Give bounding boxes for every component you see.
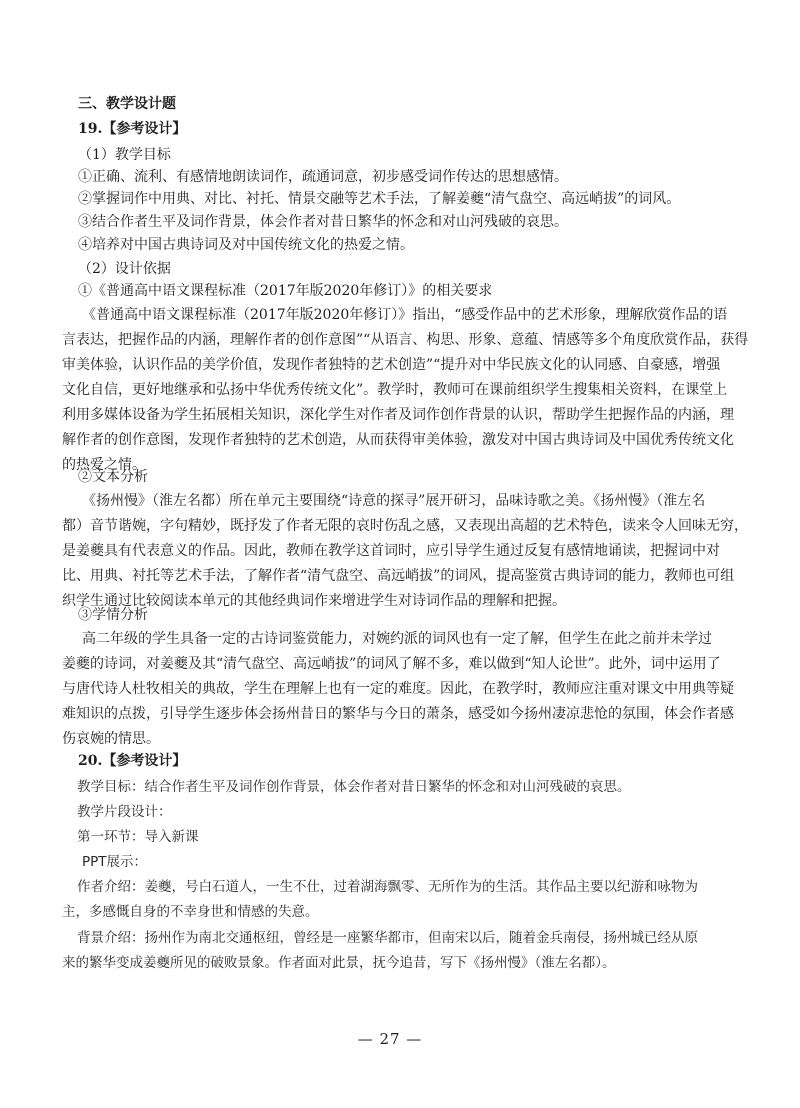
q20-line: 来的繁华变成姜夔所见的破败景象。作者面对此景，抚今追昔，写下《扬州慢》（淮左名都）。 [62, 955, 616, 971]
q20-heading: 20.【参考设计】 [78, 753, 187, 769]
basis-2-title: ②文本分析 [78, 469, 148, 485]
q20-line: 教学目标：结合作者生平及词作创作背景，体会作者对昔日繁华的怀念和对山河残破的哀思。 [77, 779, 631, 795]
basis-2-line: 都）音节谐婉，字句精妙，既抒发了作者无限的哀时伤乱之感，又表现出高超的艺术特色，读来令人回味无穷， [62, 518, 748, 534]
basis-3-title: ③学情分析 [78, 607, 148, 623]
basis-2-line: 织学生通过比较阅读本单元的其他经典词作来增进学生对诗词作品的理解和把握。 [62, 593, 566, 609]
q19-heading: 19.【参考设计】 [78, 121, 187, 137]
basis-2-line: 比、用典、衬托等艺术手法，了解作者“清气盘空、高远峭拔”的词风，提高鉴赏古典诗词的能力，教师也可组 [62, 568, 735, 584]
objective-4: ④培养对中国古典诗词及对中国传统文化的热爱之情。 [78, 237, 414, 253]
basis-2-line: 《扬州慢》（淮左名都）所在单元主要围绕“诗意的探寻”展开研习，品味诗歌之美。《扬州慢》（淮左名 [82, 493, 706, 509]
basis-3-line: 高二年级的学生具备一定的古诗词鉴赏能力，对婉约派的词风也有一定了解，但学生在此之前并未学过 [82, 631, 712, 647]
q20-line: 第一环节：导入新课 [77, 829, 199, 845]
basis-1-title: ①《普通高中语文课程标准（2017年版2020年修订）》的相关要求 [78, 283, 493, 299]
objectives-heading: （1）教学目标 [78, 147, 171, 163]
q20-line: PPT展示： [82, 854, 148, 870]
basis-1-line: 文化自信，更好地继承和弘扬中华优秀传统文化”。教学时，教师可在课前组织学生搜集相关资料，在课堂上 [62, 382, 728, 398]
basis-1-line: 言表达，把握作品的内涵，理解作者的创作意图”“从语言、构思、形象、意蕴、情感等多个角度欣赏作品，获得 [62, 332, 749, 348]
q20-line: 背景介绍：扬州作为南北交通枢纽，曾经是一座繁华都市，但南宋以后，随着金兵南侵，扬州城已经从原 [77, 930, 698, 946]
basis-3-line: 姜夔的诗词，对姜夔及其“清气盘空、高远峭拔”的词风了解不多，难以做到“知人论世”。此外，词中运用了 [62, 656, 721, 672]
basis-1-line: 审美体验，认识作品的美学价值，发现作者独特的艺术创造”“提升对中华民族文化的认同感、自豪感，增强 [62, 357, 721, 373]
page-number: — 27 — [357, 1030, 423, 1048]
basis-3-line: 与唐代诗人杜牧相关的典故，学生在理解上也有一定的难度。因此，在教学时，教师应注重对课文中用典等疑 [62, 681, 734, 697]
objective-2: ②掌握词作中用典、对比、衬托、情景交融等艺术手法，了解姜夔“清气盘空、高远峭拔”的词风。 [78, 191, 681, 207]
q20-line: 主，多感慨自身的不幸身世和情感的失意。 [62, 904, 319, 920]
basis-3-line: 伤哀婉的情思。 [62, 731, 160, 747]
objective-3: ③结合作者生平及词作背景，体会作者对昔日繁华的怀念和对山河残破的哀思。 [78, 214, 568, 230]
basis-1-line: 的热爱之情。 [62, 457, 146, 473]
section-title: 三、教学设计题 [78, 96, 176, 112]
basis-1-line: 利用多媒体设备为学生拓展相关知识，深化学生对作者及词作创作背景的认识，帮助学生把握作品的内涵，理 [62, 407, 734, 423]
q20-line: 教学片段设计： [77, 804, 172, 820]
basis-heading: （2）设计依据 [78, 261, 171, 277]
basis-1-line: 解作者的创作意图，发现作者独特的艺术创造，从而获得审美体验，激发对中国古典诗词及中国优秀传统文化 [62, 432, 734, 448]
basis-2-line: 是姜夔具有代表意义的作品。因此，教师在教学这首词时，应引导学生通过反复有感情地诵读，把握词中对 [62, 543, 720, 559]
objective-1: ①正确、流利、有感情地朗读词作，疏通词意，初步感受词作传达的思想感情。 [78, 169, 568, 185]
basis-1-line: 《普通高中语文课程标准（2017年版2020年修订）》指出，“感受作品中的艺术形象，理解欣赏作品的语 [82, 307, 728, 323]
q20-line: 作者介绍：姜夔，号白石道人，一生不仕，过着湖海飘零、无所作为的生活。其作品主要以纪游和咏物为 [77, 879, 698, 895]
basis-3-line: 难知识的点拨，引导学生逐步体会扬州昔日的繁华与今日的萧条，感受如今扬州凄凉悲怆的氛围，体会作者感 [62, 706, 734, 722]
